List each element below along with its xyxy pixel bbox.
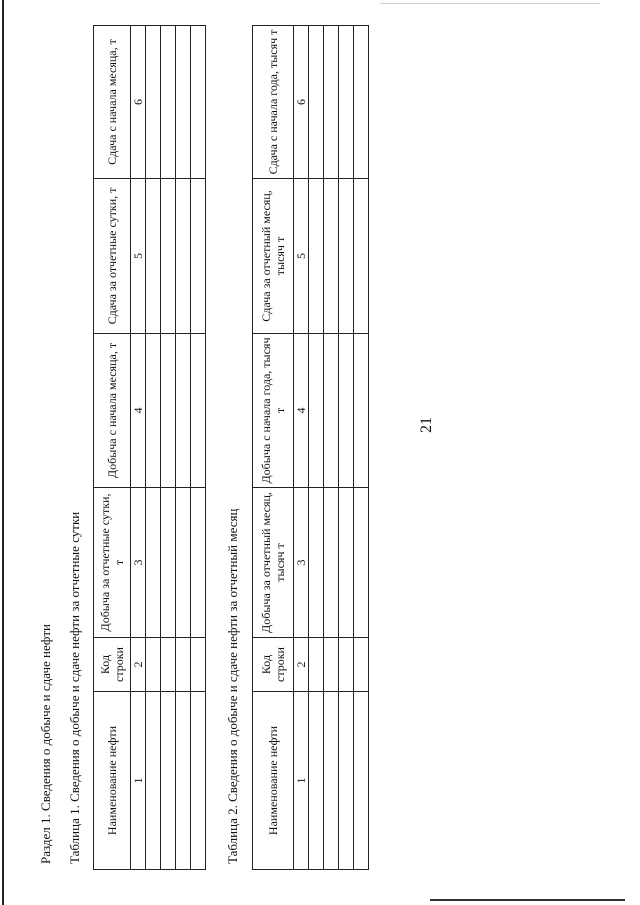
table1-blank-row	[191, 26, 206, 870]
table1-cell	[191, 488, 206, 638]
page-number: 21	[418, 417, 435, 433]
table1-cell	[191, 638, 206, 692]
table2-header-row	[253, 26, 294, 870]
table1-header-cell: Сдача за отчетные сутки, т	[94, 179, 131, 334]
table1-cell	[191, 692, 206, 870]
table1-cell	[161, 179, 176, 334]
table1-header-cell: Код строки	[94, 638, 131, 692]
table1-blank-row	[176, 26, 191, 870]
table2-cell	[309, 26, 324, 179]
table2-cell	[324, 334, 339, 488]
table2-header-cell: Код строки	[253, 638, 294, 692]
table2-column-number-row	[294, 26, 309, 870]
table2-header-cell: Добыча за отчетный месяц, тысяч т	[253, 488, 294, 638]
table2-cell	[324, 638, 339, 692]
table1-blank-row	[161, 26, 176, 870]
table2-blank-row	[339, 26, 354, 870]
table1-cell	[176, 488, 191, 638]
table2-cell	[354, 488, 369, 638]
table2-cell	[354, 179, 369, 334]
table2-header-cell: Сдача с начала года, тысяч т	[253, 26, 294, 179]
table2-cell	[309, 692, 324, 870]
table2-cell	[354, 638, 369, 692]
table2-header-cell: Сдача за отчетный месяц, тысяч т	[253, 179, 294, 334]
table2-column-number: 2	[294, 638, 309, 692]
table1-cell	[146, 334, 161, 488]
table1-header-cell: Сдача с начала месяца, т	[94, 26, 131, 179]
table1-blank-row	[146, 26, 161, 870]
table2-column-number: 4	[294, 334, 309, 488]
table1-header-cell: Добыча с начала месяца, т	[94, 334, 131, 488]
table1-cell	[146, 26, 161, 179]
table1-cell	[146, 638, 161, 692]
table2-blank-row	[354, 26, 369, 870]
table1-cell	[176, 638, 191, 692]
table2-cell	[309, 179, 324, 334]
table2-cell	[354, 26, 369, 179]
table1-cell	[161, 692, 176, 870]
scan-bottom-edge	[430, 899, 625, 901]
table2-blank-row	[324, 26, 339, 870]
table2-caption: Таблица 2. Сведения о добыче и сдаче нефти за отчетный месяц	[225, 508, 240, 864]
table1-cell	[161, 26, 176, 179]
table2-column-number: 6	[294, 26, 309, 179]
table1-cell	[146, 488, 161, 638]
table2-cell	[324, 26, 339, 179]
table1-column-number: 1	[131, 692, 146, 870]
table1-cell	[191, 334, 206, 488]
table1-cell	[176, 179, 191, 334]
table1-column-number: 4	[131, 334, 146, 488]
table1-cell	[191, 179, 206, 334]
table2-column-number: 1	[294, 692, 309, 870]
table1-header-cell: Наименование нефти	[94, 692, 131, 870]
table1-cell	[161, 334, 176, 488]
table2-cell	[354, 334, 369, 488]
table1-cell	[191, 26, 206, 179]
table1-header-cell: Добыча за отчетные сутки, т	[94, 488, 131, 638]
table1-cell	[161, 488, 176, 638]
table2-header-cell: Наименование нефти	[253, 692, 294, 870]
table2-cell	[339, 334, 354, 488]
table1-column-number: 5	[131, 179, 146, 334]
table1-cell	[161, 638, 176, 692]
table1-cell	[176, 26, 191, 179]
table1	[93, 25, 206, 870]
table2-column-number: 3	[294, 488, 309, 638]
table1-header-row	[94, 26, 131, 870]
table1-column-number: 2	[131, 638, 146, 692]
table2-cell	[354, 692, 369, 870]
table1-cell	[176, 334, 191, 488]
table1-cell	[146, 692, 161, 870]
table2-cell	[309, 638, 324, 692]
section-title: Раздел 1. Сведения о добыче и сдаче нефти	[38, 624, 53, 864]
table2-cell	[309, 488, 324, 638]
table1-cell	[146, 179, 161, 334]
table2-column-number: 5	[294, 179, 309, 334]
table1-column-number: 6	[131, 26, 146, 179]
table2-cell	[339, 488, 354, 638]
table1-cell	[176, 692, 191, 870]
table1-column-number: 3	[131, 488, 146, 638]
table2-cell	[309, 334, 324, 488]
table2-cell	[339, 26, 354, 179]
table2-cell	[339, 179, 354, 334]
table2-cell	[324, 692, 339, 870]
table2-cell	[324, 488, 339, 638]
table2-cell	[324, 179, 339, 334]
table2-cell	[339, 638, 354, 692]
table2	[252, 25, 369, 870]
table2-blank-row	[309, 26, 324, 870]
table1-column-number-row	[131, 26, 146, 870]
table2-cell	[339, 692, 354, 870]
table2-header-cell: Добыча с начала года, тысяч т	[253, 334, 294, 488]
table1-caption: Таблица 1. Сведения о добыче и сдаче нефти за отчетные сутки	[67, 511, 82, 864]
